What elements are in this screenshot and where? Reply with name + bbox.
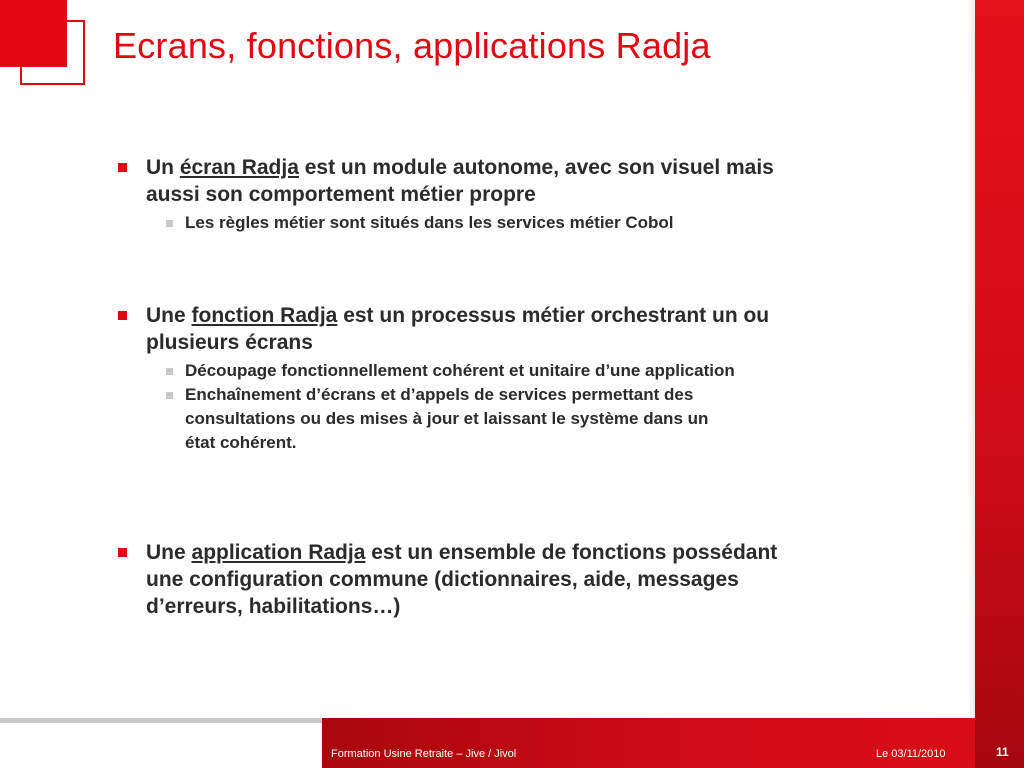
bullet-ecran: [118, 154, 928, 208]
bullet-post: est un ensemble de fonctions possédant: [365, 541, 778, 564]
bullet-square-icon: [118, 311, 127, 320]
footer-gray-bar: [0, 718, 322, 723]
bullet-post: est un processus métier orchestrant un ou: [337, 304, 770, 327]
link-fonction-radja[interactable]: fonction Radja: [191, 304, 338, 327]
link-application-radja[interactable]: application Radja: [191, 541, 366, 564]
bullet-pre: Une: [146, 541, 192, 564]
sub-bullet: [118, 211, 928, 235]
link-ecran-radja[interactable]: écran Radja: [179, 156, 299, 179]
slide-content: [118, 154, 928, 620]
bullet-post-line3: d’erreurs, habilitations…): [146, 595, 401, 618]
sub-bullet-text-line2: consultations ou des mises à jour et laissant le système dans un: [185, 409, 709, 428]
sub-bullet-square-icon: [166, 368, 173, 375]
footer-course-title: Formation Usine Retraite – Jive / Jivol: [331, 748, 517, 760]
sub-bullet-square-icon: [166, 392, 173, 399]
slide-title: Ecrans, fonctions, applications Radja: [113, 25, 711, 66]
right-red-band: [975, 0, 1024, 768]
bullet-square-icon: [118, 548, 127, 557]
bullet-post-line2: aussi son comportement métier propre: [146, 183, 536, 206]
bullet-fonction: [118, 302, 928, 356]
footer-red-bar: [322, 718, 975, 768]
bullet-post-line2: plusieurs écrans: [146, 331, 313, 354]
bullet-application: [118, 539, 928, 620]
bullet-post-line2: une configuration commune (dictionnaires, aide, messages: [146, 568, 739, 591]
footer-date: Le 03/11/2010: [876, 748, 946, 760]
bullet-pre: Un: [146, 156, 180, 179]
sub-bullet: [118, 383, 928, 455]
page-number: 11: [996, 745, 1009, 759]
sub-bullet-text: Les règles métier sont situés dans les services métier Cobol: [185, 213, 674, 232]
sub-bullet-text-line3: état cohérent.: [185, 433, 297, 452]
bullet-pre: Une: [146, 304, 192, 327]
sub-bullet-text: Enchaînement d’écrans et d’appels de services permettant des: [185, 385, 694, 404]
bullet-post: est un module autonome, avec son visuel mais: [298, 156, 774, 179]
sub-bullet: [118, 359, 928, 383]
bullet-square-icon: [118, 163, 127, 172]
sub-bullet-square-icon: [166, 220, 173, 227]
sub-bullet-text: Découpage fonctionnellement cohérent et unitaire d’une application: [185, 361, 735, 380]
logo-outline-square: [20, 20, 85, 85]
